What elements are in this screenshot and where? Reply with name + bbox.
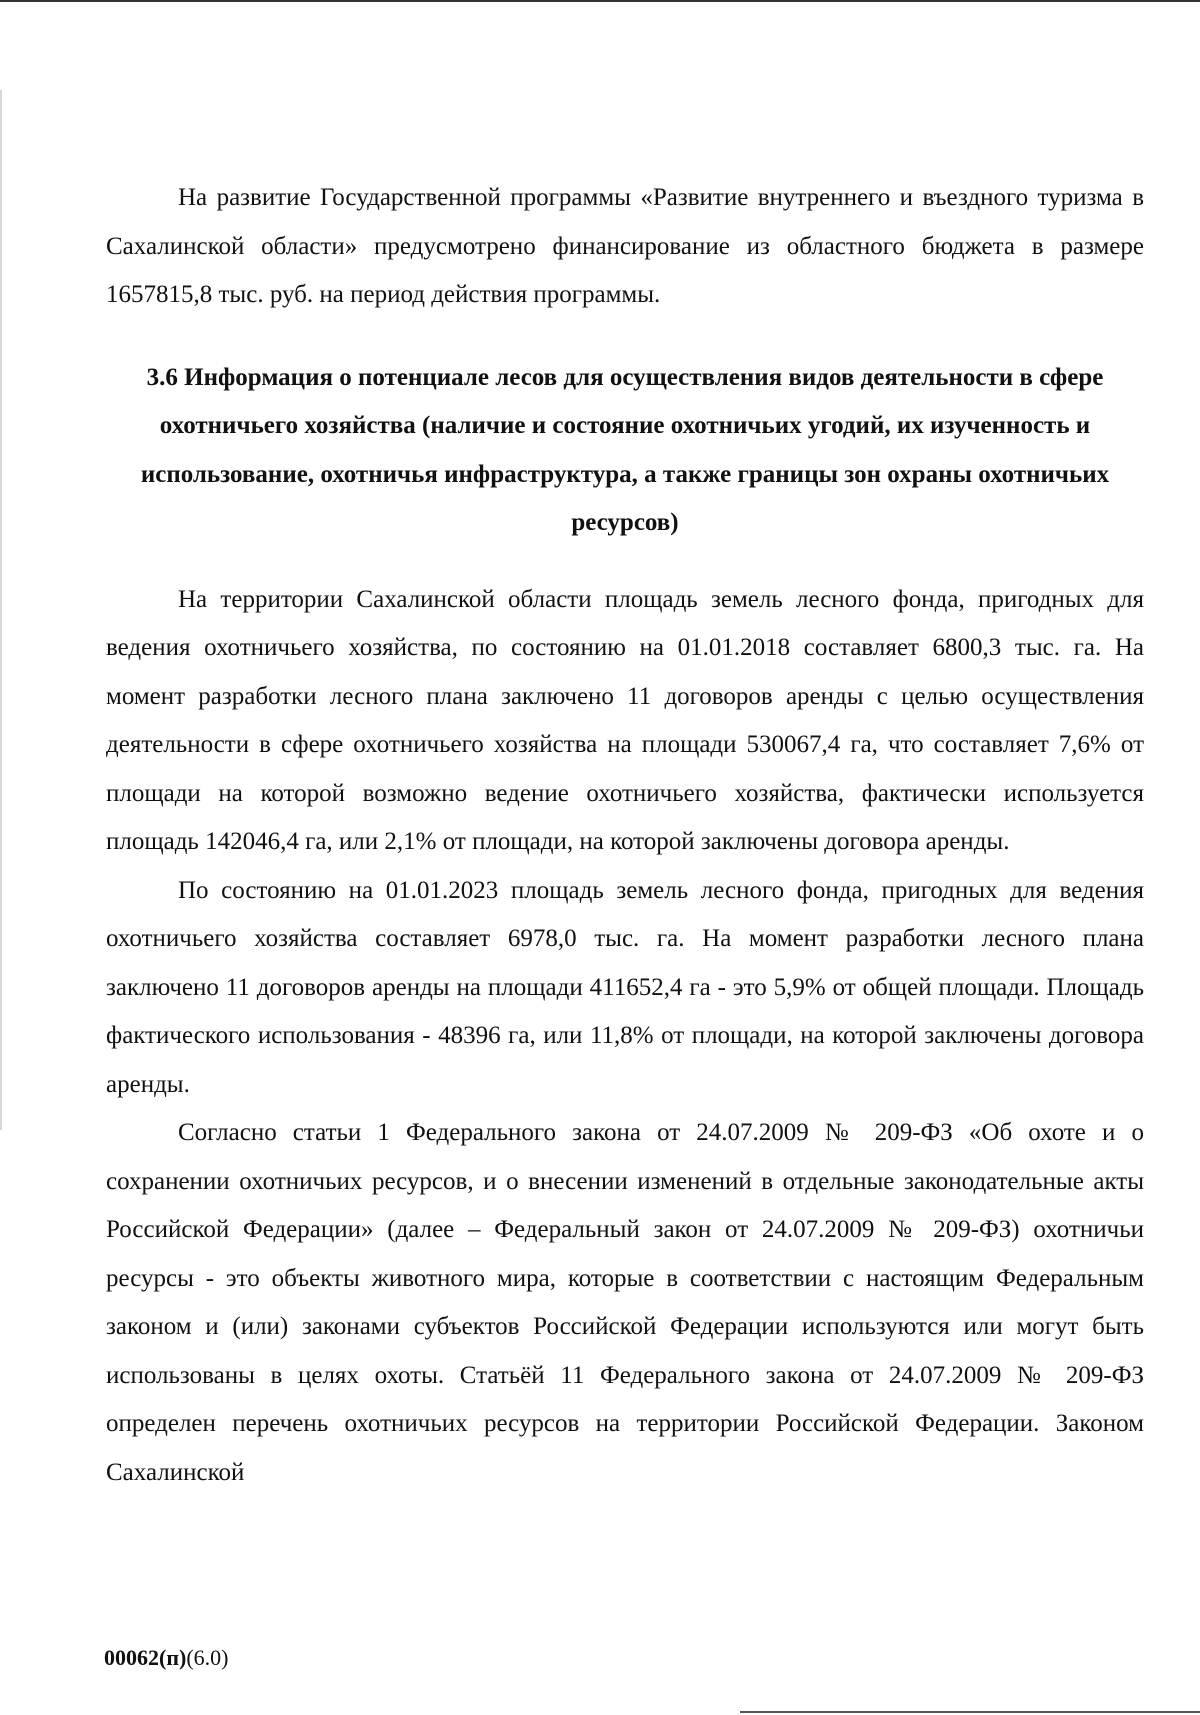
page-footer-code: [104, 1644, 228, 1672]
paragraph-hunting-area-2018: На территории Сахалинской области площадь земель лесного фонда, пригодных для ведения охотничьего хозяйства, по состоянию на 01.01.2018 составляет 6800,3 тыс. га. На момент разработки лесного плана заключено 11 договоров аренды с целью осуществления деятельности в сфере охотничьего хозяйства на площади 530067,4 га, что составляет 7,6% от площади на которой возможно ведение охотничьего хозяйства, фактически используется площадь 142046,4 га, или 2,1% от площади, на которой заключены договора аренды.: [106, 585, 1144, 855]
paragraph-hunting-area-2023: По состоянию на 01.01.2023 площадь земель лесного фонда, пригодных для ведения охотничьего хозяйства составляет 6978,0 тыс. га. На момент разработки лесного плана заключено 11 договоров аренды на площади 411652,4 га - это 5,9% от общей площади. Площадь фактического использования - 48396 га, или 11,8% от площади, на которой заключены договора аренды.: [106, 876, 1144, 1098]
footer-code-bold: 00062(п): [104, 1645, 187, 1670]
paragraph-federal-law: Согласно статьи 1 Федерального закона от 24.07.2009 № 209-ФЗ «Об охоте и о сохранении охотничьих ресурсов, и о внесении изменений в отдельные законодательные акты Российской Федерации» (далее – Федеральный закон от 24.07.2009 № 209-ФЗ) охотничьи ресурсы - это объекты животного мира, которые в соответствии с настоящим Федеральным законом и (или) законами субъектов Российской Федерации используются или могут быть использованы в целях охоты. Статьёй 11 Федерального закона от 24.07.2009 № 209-ФЗ определен перечень охотничьих ресурсов на территории Российской Федерации. Законом Сахалинской: [106, 1119, 1144, 1486]
top-scan-rule: [0, 0, 1200, 2]
section-heading-3-6: 3.6 Информация о потенциале лесов для осуществления видов деятельности в сфере охотничьего хозяйства (наличие и состояние охотничьих угодий, их изученность и использование, охотничья инфраструктура, а также границы зон охраны охотничьих ресурсов): [140, 363, 1110, 536]
paragraph-tourism-funding: На развитие Государственной программы «Развитие внутреннего и въездного туризма в Сахалинской области» предусмотрено финансирование из областного бюджета в размере 1657815,8 тыс. руб. на период действия программы.: [106, 184, 1144, 308]
left-scan-edge: [0, 90, 2, 1130]
footer-code-version: (6.0): [186, 1645, 229, 1670]
document-body: [106, 174, 1144, 1497]
bottom-scan-rule: [740, 1711, 1200, 1713]
